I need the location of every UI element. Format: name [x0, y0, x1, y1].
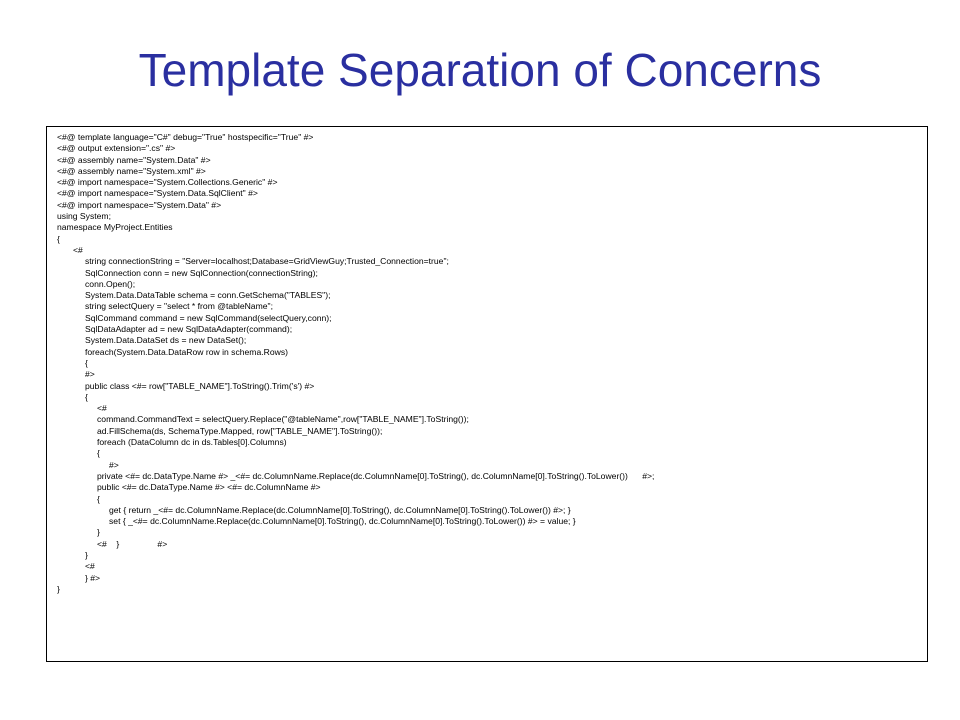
code-line: SqlConnection conn = new SqlConnection(connectionString); — [85, 267, 318, 278]
code-line: <#@ assembly name="System.Data" #> — [57, 154, 211, 165]
code-line: ad.FillSchema(ds, SchemaType.Mapped, row["TABLE_NAME"].ToString()); — [97, 425, 383, 436]
code-line: { — [85, 357, 88, 368]
code-line: public class <#= row["TABLE_NAME"].ToString().Trim('s') #> — [85, 380, 315, 391]
code-line: <#@ import namespace="System.Data.SqlClient" #> — [57, 188, 258, 199]
code-line: <# — [97, 403, 107, 414]
code-line: <# } #> — [97, 538, 168, 549]
code-line: namespace MyProject.Entities — [57, 222, 173, 233]
code-line: SqlDataAdapter ad = new SqlDataAdapter(command); — [85, 324, 293, 335]
code-line: System.Data.DataTable schema = conn.GetSchema("TABLES"); — [85, 290, 331, 301]
code-line: <#@ output extension=".cs" #> — [57, 143, 176, 154]
code-line: { — [97, 448, 100, 459]
code-line: command.CommandText = selectQuery.Replace("@tableName",row["TABLE_NAME"].ToString()); — [97, 414, 469, 425]
code-line: conn.Open(); — [85, 278, 136, 289]
code-line: set { _<#= dc.ColumnName.Replace(dc.ColumnName[0].ToString(), dc.ColumnName[0].ToString().ToLower()) #> = value; } — [109, 516, 576, 527]
code-line: get { return _<#= dc.ColumnName.Replace(dc.ColumnName[0].ToString(), dc.ColumnName[0].ToString().ToLower()) #>; } — [109, 504, 571, 515]
code-line: using System; — [57, 211, 111, 222]
code-line: } — [85, 549, 88, 560]
code-line: private <#= dc.DataType.Name #> _<#= dc.ColumnName.Replace(dc.ColumnName[0].ToString(), dc.ColumnName[0].ToString().ToLower()) #>; — [97, 470, 655, 481]
code-line: SqlCommand command = new SqlCommand(selectQuery,conn); — [85, 312, 332, 323]
slide-title: Template Separation of Concerns — [138, 44, 822, 96]
code-line: <#@ template language="C#" debug="True" hostspecific="True" #> — [57, 132, 314, 142]
code-line: #> — [109, 459, 119, 470]
code-line: public <#= dc.DataType.Name #> <#= dc.ColumnName #> — [97, 482, 321, 493]
code-line: <#@ assembly name="System.xml" #> — [57, 165, 206, 176]
code-line: } — [57, 583, 60, 594]
code-line: foreach (DataColumn dc in ds.Tables[0].Columns) — [97, 437, 287, 448]
code-line: <# — [73, 244, 83, 255]
code-line: } #> — [85, 572, 101, 583]
code-line: <#@ import namespace="System.Data" #> — [57, 199, 222, 210]
code-line: } — [97, 527, 100, 538]
code-line: #> — [85, 369, 95, 380]
code-line: { — [97, 493, 100, 504]
code-line: string selectQuery = "select * from @tableName"; — [85, 301, 273, 312]
code-listing — [57, 132, 917, 595]
code-line: string connectionString = "Server=localhost;Database=GridViewGuy;Trusted_Connection=true"; — [85, 256, 449, 267]
code-line: { — [57, 233, 60, 244]
code-line: System.Data.DataSet ds = new DataSet(); — [85, 335, 247, 346]
code-line: <# — [85, 561, 95, 572]
code-line: <#@ import namespace="System.Collections.Generic" #> — [57, 177, 278, 188]
code-line: foreach(System.Data.DataRow row in schema.Rows) — [85, 346, 288, 357]
code-box — [46, 126, 928, 662]
code-line: { — [85, 391, 88, 402]
